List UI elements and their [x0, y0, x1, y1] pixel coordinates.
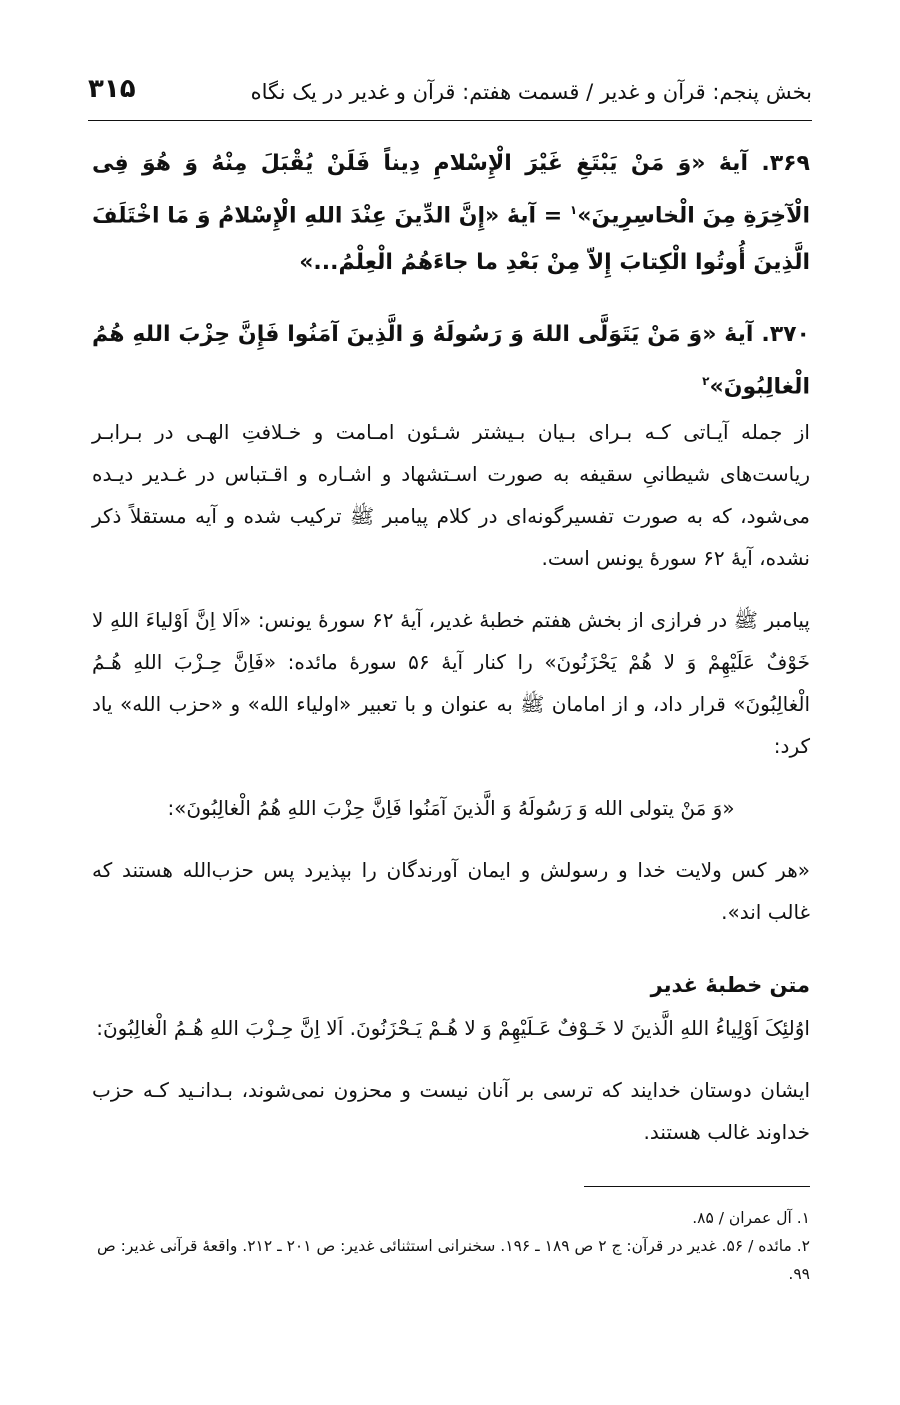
page-header: [88, 72, 812, 121]
section-heading: متن خطبهٔ غدیر: [650, 972, 810, 997]
body-paragraph: پیامبر ﷺ در فرازی از بخش هفتم خطبهٔ غدیر، آیهٔ ۶۲ سورهٔ یونس: «اَلا اِنَّ اَوْلیاءَ اللهِ لا خَوْفٌ عَلَیْهِمْ وَ لا هُمْ یَحْزَنُونَ» را کنار آیهٔ ۵۶ سورهٔ مائده: «فَاِنَّ حِـزْبَ اللهِ هُـمُ الْغالِبُونَ» قرار داد، و از امامان ﷺ به عنوان و با تعبیر «اولیاء الله» و «حزب الله» یاد کرد:: [92, 607, 810, 758]
quote-line: «وَ مَنْ یتولی الله وَ رَسُولَهُ وَ الَّذینَ آمَنُوا فَاِنَّ حِزْبَ اللهِ هُمُ الْغالِبُونَ»:: [167, 795, 735, 820]
verse-text: ۳۷۰. آیهٔ «وَ مَنْ یَتَوَلَّی اللهَ وَ رَسُولَهُ وَ الَّذِینَ آمَنُوا فَإِنَّ حِزْبَ اللهِ هُمُ الْغالِبُونَ»: [92, 322, 810, 400]
page-number: ۳۱۵: [88, 74, 136, 104]
footnote-1: ۱. آل عمران / ۸۵.: [692, 1209, 810, 1227]
verse-text-continued: = آیهٔ «إِنَّ الدِّینَ عِنْدَ اللهِ الْإِسْلامُ وَ مَا اخْتَلَفَ الَّذِینَ أُوتُوا الْکِتابَ إِلاّ مِنْ بَعْدِ ما جاءَهُمُ الْعِلْمُ...»: [92, 203, 810, 276]
translation-paragraph: «هر کس ولایت خدا و رسولش و ایمان آورندگان را بپذیرد پس حزب‌الله هستند که غالب اند».: [92, 857, 810, 924]
body-paragraph: از جمله آیـاتی کـه بـرای بـیان بـیشتر شـئون امـامت و خـلافتِ الهـی در بـرابـر ریاست‌های شیطانیِ سقیفه به صورت اسـتشهاد و اشـاره و اقـتباس در غـدیر دیـده می‌شود، که به صورت تفسیرگونه‌ای در کلام پیامبر ﷺ ترکیب شده و آیه مستقلاً ذکر نشده، آیهٔ ۶۲ سورهٔ یونس است.: [92, 419, 810, 570]
page-content: [92, 140, 810, 1153]
verse-text: ۳۶۹. آیهٔ «وَ مَنْ یَبْتَغِ غَیْرَ الْإِسْلامِ دِیناً فَلَنْ یُقْبَلَ مِنْهُ وَ هُوَ فِی الْآخِرَةِ مِنَ الْخاسِرِینَ»: [92, 151, 811, 229]
running-title: بخش پنجم: قرآن و غدیر / قسمت هفتم: قرآن و غدیر در یک نگاه: [250, 80, 812, 104]
footnote-ref[interactable]: ۲: [702, 374, 710, 389]
footnotes: [92, 1204, 810, 1288]
verse-entry-369: [92, 140, 810, 286]
sermon-text: اوُلئِکَ اَوْلِیاءُ اللهِ الَّذینَ لا خَـوْفٌ عَـلَیْهِمْ وَ لا هُـمْ یَـحْزَنُونَ. اَلا اِنَّ حِـزْبَ اللهِ هُـمُ الْغالِبُونَ:: [96, 1015, 810, 1040]
verse-entry-370: [92, 311, 810, 410]
footnote-divider: [584, 1186, 810, 1187]
footnote-ref[interactable]: ۱: [569, 203, 578, 217]
sermon-translation: ایشان دوستان خدایند که ترسی بر آنان نیست و محزون نمی‌شوند، بـدانـید کـه حزب خداوند غالب هستند.: [92, 1077, 810, 1144]
footnote-2: ۲. مائده / ۵۶. غدیر در قرآن: ج ۲ ص ۱۸۹ ـ ۱۹۶. سخنرانی استثنائی غدیر: ص ۲۰۱ ـ ۲۱۲. واقعهٔ قرآنی غدیر: ص ۹۹.: [96, 1237, 810, 1283]
